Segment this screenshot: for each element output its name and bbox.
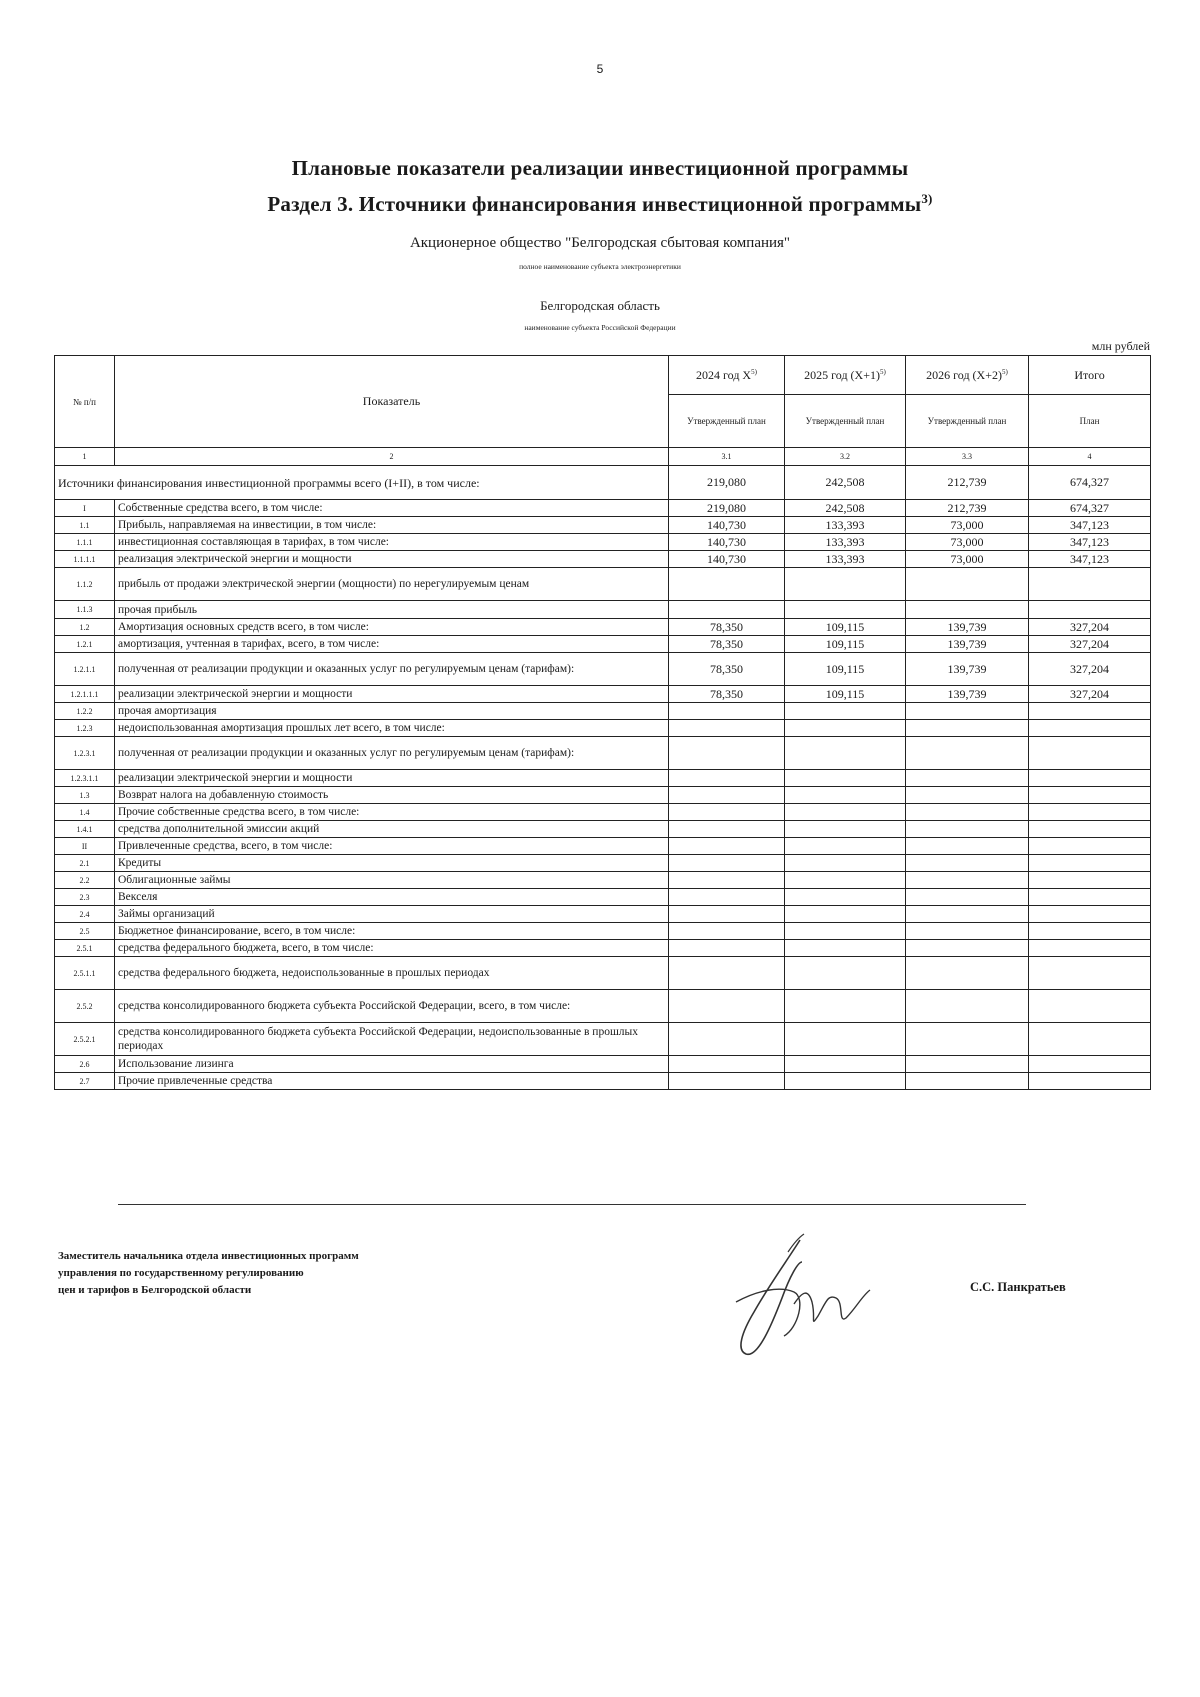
row-value-2025 bbox=[785, 872, 906, 889]
table-row bbox=[55, 855, 1151, 872]
header-plan-2026: Утвержденный план bbox=[906, 395, 1029, 448]
table-row bbox=[55, 821, 1151, 838]
organization-caption: полное наименование субъекта электроэнергетики bbox=[519, 262, 681, 271]
row-value-2026 bbox=[906, 804, 1029, 821]
row-number: II bbox=[55, 838, 115, 855]
row-number: 1.2.3.1.1 bbox=[55, 770, 115, 787]
row-value-2026 bbox=[906, 1023, 1029, 1056]
table-row bbox=[55, 838, 1151, 855]
row-indicator: реализации электрической энергии и мощности bbox=[115, 686, 669, 703]
row-value-2026: 73,000 bbox=[906, 534, 1029, 551]
row-value-2024 bbox=[669, 737, 785, 770]
row-indicator: реализация электрической энергии и мощности bbox=[115, 551, 669, 568]
row-value-2026 bbox=[906, 855, 1029, 872]
financing-sources-table bbox=[54, 355, 1151, 1090]
row-indicator: Займы организаций bbox=[115, 906, 669, 923]
row-value-2024 bbox=[669, 804, 785, 821]
row-indicator: Амортизация основных средств всего, в том числе: bbox=[115, 619, 669, 636]
table-row bbox=[55, 720, 1151, 737]
document-title bbox=[0, 156, 1200, 217]
row-number: 1.1.3 bbox=[55, 601, 115, 619]
row-value-2025: 133,393 bbox=[785, 534, 906, 551]
row-value-2025 bbox=[785, 990, 906, 1023]
header-year-2024-note: 5) bbox=[751, 367, 757, 376]
row-indicator: Привлеченные средства, всего, в том числе: bbox=[115, 838, 669, 855]
row-value-2024 bbox=[669, 906, 785, 923]
row-value-2025 bbox=[785, 855, 906, 872]
row-value-2026 bbox=[906, 990, 1029, 1023]
row-number: 1.2.3 bbox=[55, 720, 115, 737]
row-number: 2.2 bbox=[55, 872, 115, 889]
row-value-2026 bbox=[906, 568, 1029, 601]
row-value-2025 bbox=[785, 601, 906, 619]
row-value-2025 bbox=[785, 1073, 906, 1090]
colnum-4: 4 bbox=[1029, 448, 1151, 466]
signer-name: С.С. Панкратьев bbox=[970, 1280, 1066, 1294]
header-year-2025 bbox=[785, 356, 906, 395]
row-value-2024: 140,730 bbox=[669, 517, 785, 534]
row-value-2026: 73,000 bbox=[906, 517, 1029, 534]
signer-position-line-2: управления по государственному регулированию bbox=[58, 1267, 304, 1279]
row-value-2025 bbox=[785, 720, 906, 737]
row-indicator: средства консолидированного бюджета субъекта Российской Федерации, всего, в том числе: bbox=[115, 990, 669, 1023]
row-value-2026 bbox=[906, 957, 1029, 990]
row-indicator: реализации электрической энергии и мощности bbox=[115, 770, 669, 787]
row-indicator: недоиспользованная амортизация прошлых лет всего, в том числе: bbox=[115, 720, 669, 737]
table-row bbox=[55, 601, 1151, 619]
row-value-2024 bbox=[669, 872, 785, 889]
row-value-2025 bbox=[785, 1056, 906, 1073]
row-value-total bbox=[1029, 1073, 1151, 1090]
table-row bbox=[55, 500, 1151, 517]
row-indicator: средства федерального бюджета, недоиспользованные в прошлых периодах bbox=[115, 957, 669, 990]
table-row bbox=[55, 636, 1151, 653]
row-value-2025 bbox=[785, 1023, 906, 1056]
table-row bbox=[55, 1056, 1151, 1073]
row-value-2026: 139,739 bbox=[906, 686, 1029, 703]
row-value-2026 bbox=[906, 906, 1029, 923]
row-value-2026 bbox=[906, 770, 1029, 787]
header-year-2026-label: 2026 год (X+2) bbox=[926, 367, 1002, 382]
colnum-3-3: 3.3 bbox=[906, 448, 1029, 466]
row-value-2026: 139,739 bbox=[906, 619, 1029, 636]
row-indicator: полученная от реализации продукции и оказанных услуг по регулируемым ценам (тарифам): bbox=[115, 653, 669, 686]
colnum-2: 2 bbox=[115, 448, 669, 466]
row-value-total: 327,204 bbox=[1029, 653, 1151, 686]
row-number: 2.5.1 bbox=[55, 940, 115, 957]
row-value-total bbox=[1029, 804, 1151, 821]
header-year-2026-note: 5) bbox=[1001, 367, 1008, 376]
row-value-2025 bbox=[785, 804, 906, 821]
row-value-2025 bbox=[785, 568, 906, 601]
row-number: 2.1 bbox=[55, 855, 115, 872]
row-indicator: Кредиты bbox=[115, 855, 669, 872]
table-row bbox=[55, 703, 1151, 720]
total-row-value-2024: 219,080 bbox=[669, 466, 785, 500]
row-value-2024: 78,350 bbox=[669, 653, 785, 686]
colnum-3-2: 3.2 bbox=[785, 448, 906, 466]
row-value-2025: 242,508 bbox=[785, 500, 906, 517]
table-row bbox=[55, 737, 1151, 770]
table-row bbox=[55, 923, 1151, 940]
row-value-total bbox=[1029, 940, 1151, 957]
header-year-2024 bbox=[669, 356, 785, 395]
table-row bbox=[55, 534, 1151, 551]
row-value-2024: 140,730 bbox=[669, 534, 785, 551]
row-value-total: 347,123 bbox=[1029, 551, 1151, 568]
row-value-2026 bbox=[906, 720, 1029, 737]
row-value-2024: 78,350 bbox=[669, 686, 785, 703]
header-total: Итого bbox=[1029, 356, 1151, 395]
total-row-value-total: 674,327 bbox=[1029, 466, 1151, 500]
row-value-total bbox=[1029, 1056, 1151, 1073]
row-value-2025 bbox=[785, 821, 906, 838]
row-value-2024 bbox=[669, 1023, 785, 1056]
row-value-2026: 212,739 bbox=[906, 500, 1029, 517]
colnum-1: 1 bbox=[55, 448, 115, 466]
row-indicator: Векселя bbox=[115, 889, 669, 906]
row-value-2025 bbox=[785, 889, 906, 906]
row-value-2024 bbox=[669, 787, 785, 804]
row-value-2026: 73,000 bbox=[906, 551, 1029, 568]
table-row bbox=[55, 804, 1151, 821]
row-value-2025 bbox=[785, 737, 906, 770]
row-indicator: Прибыль, направляемая на инвестиции, в том числе: bbox=[115, 517, 669, 534]
row-number: 1.2.3.1 bbox=[55, 737, 115, 770]
row-value-total bbox=[1029, 770, 1151, 787]
table-row bbox=[55, 940, 1151, 957]
row-value-2024 bbox=[669, 957, 785, 990]
table-row bbox=[55, 906, 1151, 923]
footer-rule bbox=[118, 1204, 1026, 1205]
row-value-total bbox=[1029, 737, 1151, 770]
title-line-2 bbox=[0, 191, 1200, 217]
row-number: 1.2.1.1 bbox=[55, 653, 115, 686]
row-value-2024 bbox=[669, 923, 785, 940]
units-label: млн рублей bbox=[1091, 339, 1150, 353]
row-number: 1.1.1 bbox=[55, 534, 115, 551]
row-value-total: 674,327 bbox=[1029, 500, 1151, 517]
row-indicator: средства федерального бюджета, всего, в том числе: bbox=[115, 940, 669, 957]
row-value-2024 bbox=[669, 821, 785, 838]
row-value-total: 327,204 bbox=[1029, 686, 1151, 703]
header-year-2024-label: 2024 год X bbox=[696, 367, 752, 382]
row-number: 2.5.1.1 bbox=[55, 957, 115, 990]
row-indicator: средства консолидированного бюджета субъекта Российской Федерации, недоиспользованные в прошлых периодах bbox=[115, 1023, 669, 1056]
table-row bbox=[55, 686, 1151, 703]
row-value-2025 bbox=[785, 957, 906, 990]
row-indicator: Прочие привлеченные средства bbox=[115, 1073, 669, 1090]
row-value-2024: 219,080 bbox=[669, 500, 785, 517]
header-year-2026 bbox=[906, 356, 1029, 395]
row-number: 2.6 bbox=[55, 1056, 115, 1073]
row-value-2026 bbox=[906, 787, 1029, 804]
organization-name: Акционерное общество "Белгородская сбытовая компания" bbox=[409, 235, 791, 251]
table-row bbox=[55, 551, 1151, 568]
row-value-total: 347,123 bbox=[1029, 517, 1151, 534]
row-value-total: 327,204 bbox=[1029, 636, 1151, 653]
row-value-2025 bbox=[785, 787, 906, 804]
row-value-2024 bbox=[669, 990, 785, 1023]
row-indicator: прочая амортизация bbox=[115, 703, 669, 720]
row-number: 1.2 bbox=[55, 619, 115, 636]
row-number: 2.5.2 bbox=[55, 990, 115, 1023]
row-indicator: прочая прибыль bbox=[115, 601, 669, 619]
row-number: 1.4 bbox=[55, 804, 115, 821]
row-value-2026 bbox=[906, 889, 1029, 906]
row-value-2026 bbox=[906, 923, 1029, 940]
header-plan-2025: Утвержденный план bbox=[785, 395, 906, 448]
header-year-2025-note: 5) bbox=[879, 367, 886, 376]
row-number: I bbox=[55, 500, 115, 517]
row-value-2024 bbox=[669, 1073, 785, 1090]
row-value-2024 bbox=[669, 770, 785, 787]
table-row bbox=[55, 787, 1151, 804]
row-value-2024 bbox=[669, 720, 785, 737]
row-value-2026 bbox=[906, 703, 1029, 720]
row-value-2026 bbox=[906, 601, 1029, 619]
row-value-total bbox=[1029, 703, 1151, 720]
row-value-2024 bbox=[669, 889, 785, 906]
row-value-2025 bbox=[785, 703, 906, 720]
row-indicator: Бюджетное финансирование, всего, в том числе: bbox=[115, 923, 669, 940]
row-value-2026 bbox=[906, 872, 1029, 889]
total-row-value-2025: 242,508 bbox=[785, 466, 906, 500]
row-value-2025 bbox=[785, 940, 906, 957]
row-number: 2.5 bbox=[55, 923, 115, 940]
table-row bbox=[55, 1023, 1151, 1056]
title-footnote: 3) bbox=[921, 191, 933, 206]
row-value-2024 bbox=[669, 838, 785, 855]
row-value-total: 327,204 bbox=[1029, 619, 1151, 636]
row-number: 2.7 bbox=[55, 1073, 115, 1090]
row-value-2026 bbox=[906, 821, 1029, 838]
row-value-total bbox=[1029, 906, 1151, 923]
row-value-2026 bbox=[906, 940, 1029, 957]
signer-position bbox=[58, 1248, 478, 1299]
row-value-2024: 78,350 bbox=[669, 636, 785, 653]
row-value-2024 bbox=[669, 855, 785, 872]
row-value-total bbox=[1029, 821, 1151, 838]
row-number: 2.5.2.1 bbox=[55, 1023, 115, 1056]
row-value-2025: 109,115 bbox=[785, 653, 906, 686]
row-value-total bbox=[1029, 720, 1151, 737]
signer-position-line-1: Заместитель начальника отдела инвестиционных программ bbox=[58, 1250, 359, 1262]
row-value-2025: 133,393 bbox=[785, 517, 906, 534]
signer-position-line-3: цен и тарифов в Белгородской области bbox=[58, 1284, 252, 1296]
total-row-value-2026: 212,739 bbox=[906, 466, 1029, 500]
header-plan-total: План bbox=[1029, 395, 1151, 448]
title-line-2-text: Раздел 3. Источники финансирования инвестиционной программы bbox=[267, 192, 922, 216]
row-indicator: амортизация, учтенная в тарифах, всего, в том числе: bbox=[115, 636, 669, 653]
row-number: 1.2.1.1.1 bbox=[55, 686, 115, 703]
row-number: 1.4.1 bbox=[55, 821, 115, 838]
row-indicator: инвестиционная составляющая в тарифах, в том числе: bbox=[115, 534, 669, 551]
row-value-2025: 109,115 bbox=[785, 636, 906, 653]
row-value-2026: 139,739 bbox=[906, 653, 1029, 686]
row-value-2024 bbox=[669, 1056, 785, 1073]
header-num: № п/п bbox=[55, 356, 115, 448]
row-value-total bbox=[1029, 872, 1151, 889]
row-value-2025: 109,115 bbox=[785, 686, 906, 703]
row-value-2024: 78,350 bbox=[669, 619, 785, 636]
row-value-total bbox=[1029, 601, 1151, 619]
row-value-2025: 109,115 bbox=[785, 619, 906, 636]
row-number: 1.1.1.1 bbox=[55, 551, 115, 568]
row-number: 1.2.2 bbox=[55, 703, 115, 720]
row-value-2024: 140,730 bbox=[669, 551, 785, 568]
row-indicator: прибыль от продажи электрической энергии (мощности) по нерегулируемым ценам bbox=[115, 568, 669, 601]
page-number: 5 bbox=[596, 62, 604, 76]
row-value-2025 bbox=[785, 838, 906, 855]
total-row-label: Источники финансирования инвестиционной программы всего (I+II), в том числе: bbox=[55, 466, 669, 500]
row-value-2026 bbox=[906, 1056, 1029, 1073]
row-indicator: Использование лизинга bbox=[115, 1056, 669, 1073]
row-value-2024 bbox=[669, 601, 785, 619]
row-number: 1.3 bbox=[55, 787, 115, 804]
row-number: 1.2.1 bbox=[55, 636, 115, 653]
row-value-2025: 133,393 bbox=[785, 551, 906, 568]
table-row bbox=[55, 990, 1151, 1023]
row-value-2024 bbox=[669, 568, 785, 601]
table-row-total bbox=[55, 466, 1151, 500]
colnum-3-1: 3.1 bbox=[669, 448, 785, 466]
table-row bbox=[55, 872, 1151, 889]
row-value-2026 bbox=[906, 838, 1029, 855]
table-row bbox=[55, 1073, 1151, 1090]
row-number: 2.4 bbox=[55, 906, 115, 923]
row-value-2024 bbox=[669, 940, 785, 957]
row-value-total bbox=[1029, 1023, 1151, 1056]
row-indicator: Прочие собственные средства всего, в том числе: bbox=[115, 804, 669, 821]
header-year-2025-label: 2025 год (X+1) bbox=[804, 367, 880, 382]
row-value-2026: 139,739 bbox=[906, 636, 1029, 653]
row-value-total bbox=[1029, 838, 1151, 855]
header-indicator: Показатель bbox=[115, 356, 669, 448]
row-value-2024 bbox=[669, 703, 785, 720]
row-value-2025 bbox=[785, 906, 906, 923]
table-row bbox=[55, 568, 1151, 601]
header-plan-2024: Утвержденный план bbox=[669, 395, 785, 448]
title-line-1: Плановые показатели реализации инвестиционной программы bbox=[291, 156, 909, 180]
row-value-2026 bbox=[906, 1073, 1029, 1090]
row-value-total bbox=[1029, 957, 1151, 990]
row-indicator: полученная от реализации продукции и оказанных услуг по регулируемым ценам (тарифам): bbox=[115, 737, 669, 770]
region-caption: наименование субъекта Российской Федерации bbox=[524, 323, 676, 332]
row-indicator: Облигационные займы bbox=[115, 872, 669, 889]
row-value-total bbox=[1029, 855, 1151, 872]
row-value-total bbox=[1029, 990, 1151, 1023]
row-value-2025 bbox=[785, 770, 906, 787]
table-row bbox=[55, 653, 1151, 686]
row-value-total bbox=[1029, 923, 1151, 940]
handwritten-signature bbox=[728, 1232, 888, 1362]
table-row bbox=[55, 517, 1151, 534]
table-row bbox=[55, 889, 1151, 906]
row-value-total bbox=[1029, 568, 1151, 601]
row-value-2026 bbox=[906, 737, 1029, 770]
row-value-total: 347,123 bbox=[1029, 534, 1151, 551]
row-indicator: Возврат налога на добавленную стоимость bbox=[115, 787, 669, 804]
row-number: 2.3 bbox=[55, 889, 115, 906]
row-value-total bbox=[1029, 889, 1151, 906]
table-row bbox=[55, 619, 1151, 636]
row-number: 1.1 bbox=[55, 517, 115, 534]
row-indicator: средства дополнительной эмиссии акций bbox=[115, 821, 669, 838]
row-value-total bbox=[1029, 787, 1151, 804]
row-indicator: Собственные средства всего, в том числе: bbox=[115, 500, 669, 517]
row-value-2025 bbox=[785, 923, 906, 940]
region-name: Белгородская область bbox=[540, 298, 660, 313]
table-row bbox=[55, 770, 1151, 787]
row-number: 1.1.2 bbox=[55, 568, 115, 601]
table-row bbox=[55, 957, 1151, 990]
